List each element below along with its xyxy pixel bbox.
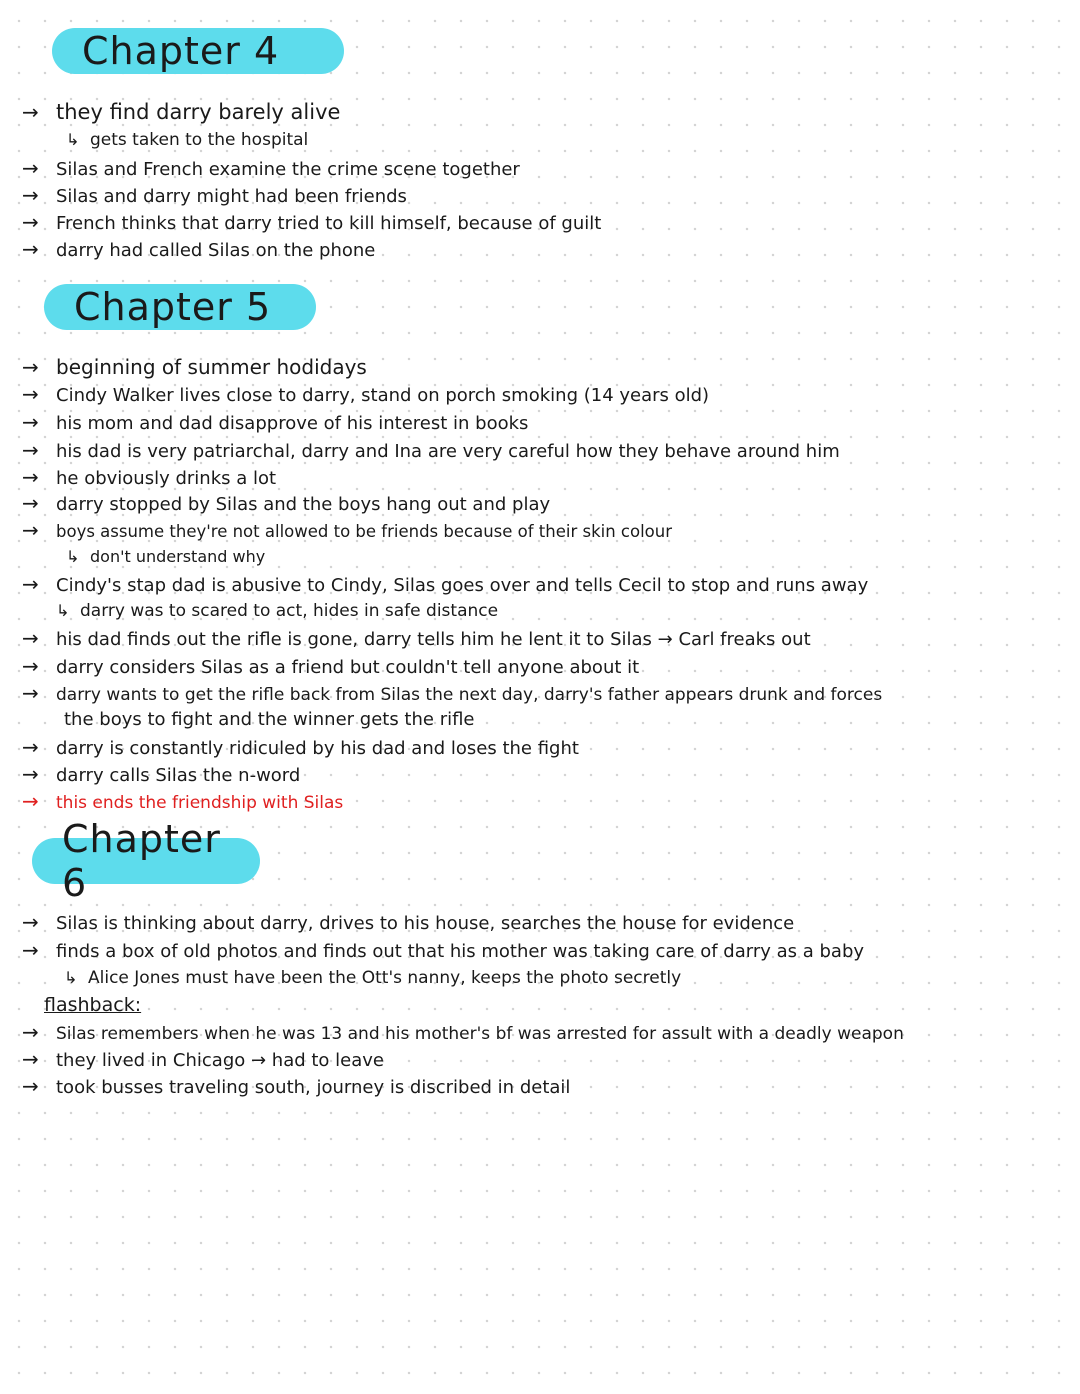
note-line: → darry wants to get the rifle back from Silas the next day, darry's father appears drunk and forces: [22, 681, 883, 705]
hook-arrow-icon: ↳: [56, 601, 70, 620]
right-arrow-icon: →: [22, 438, 39, 462]
right-arrow-icon: →: [22, 355, 39, 379]
right-arrow-icon: →: [22, 1047, 39, 1071]
right-arrow-icon: →: [22, 518, 39, 542]
note-subline: ↳ gets taken to the hospital: [66, 130, 309, 150]
chapter-6-title: Chapter 6: [62, 817, 221, 905]
note-line: → darry is constantly ridiculed by his dad and loses the fight: [22, 735, 579, 759]
note-line: → Cindy's stap dad is abusive to Cindy, Silas goes over and tells Cecil to stop and runs away: [22, 572, 869, 596]
note-line: → they find darry barely alive: [22, 100, 341, 124]
note-line: → darry had called Silas on the phone: [22, 237, 376, 261]
right-arrow-icon: →: [22, 735, 39, 759]
note-line: → he obviously drinks a lot: [22, 465, 277, 489]
note-line: → Silas and French examine the crime scene together: [22, 156, 520, 180]
right-arrow-icon: →: [22, 789, 39, 813]
note-line: → Silas and darry might had been friends: [22, 183, 407, 207]
chapter-6-heading: [32, 817, 260, 905]
right-arrow-icon: →: [22, 910, 39, 934]
right-arrow-icon: →: [22, 1074, 39, 1098]
note-line: → Cindy Walker lives close to darry, stand on porch smoking (14 years old): [22, 382, 710, 406]
right-arrow-icon: →: [22, 156, 39, 180]
note-line: → his dad finds out the rifle is gone, darry tells him he lent it to Silas → Carl freaks out: [22, 626, 811, 650]
right-arrow-icon: →: [22, 410, 39, 434]
note-subline: ↳ darry was to scared to act, hides in safe distance: [56, 601, 499, 621]
note-line-continued: the boys to fight and the winner gets the rifle: [64, 709, 475, 730]
right-arrow-icon: →: [22, 938, 39, 962]
note-line: → darry considers Silas as a friend but couldn't tell anyone about it: [22, 654, 640, 678]
note-line: → darry calls Silas the n-word: [22, 762, 301, 786]
right-arrow-icon: →: [22, 626, 39, 650]
note-line: → darry stopped by Silas and the boys hang out and play: [22, 491, 551, 515]
right-arrow-icon: →: [22, 681, 39, 705]
note-line: → they lived in Chicago → had to leave: [22, 1047, 384, 1071]
note-line: → his mom and dad disapprove of his interest in books: [22, 410, 529, 434]
right-arrow-icon: →: [22, 654, 39, 678]
note-subline: ↳ Alice Jones must have been the Ott's nanny, keeps the photo secretly: [64, 968, 682, 988]
note-subline: ↳ don't understand why: [66, 545, 265, 569]
note-line: → French thinks that darry tried to kill himself, because of guilt: [22, 210, 602, 234]
right-arrow-icon: →: [22, 100, 39, 124]
chapter-5-title: Chapter 5: [74, 285, 272, 329]
right-arrow-icon: →: [22, 237, 39, 261]
right-arrow-icon: →: [22, 491, 39, 515]
note-line: → beginning of summer hodidays: [22, 355, 367, 379]
right-arrow-icon: →: [22, 572, 39, 596]
hook-arrow-icon: ↳: [66, 547, 80, 566]
right-arrow-icon: →: [22, 465, 39, 489]
note-line: → finds a box of old photos and finds out that his mother was taking care of darry as a baby: [22, 938, 865, 962]
note-line: → took busses traveling south, journey is discribed in detail: [22, 1074, 571, 1098]
chapter-4-title: Chapter 4: [82, 29, 280, 73]
note-line: → boys assume they're not allowed to be friends because of their skin colour: [22, 518, 673, 542]
note-line-highlight: → this ends the friendship with Silas: [22, 789, 344, 813]
right-arrow-icon: →: [22, 1020, 39, 1044]
right-arrow-icon: →: [22, 382, 39, 406]
flashback-label: flashback:: [44, 994, 142, 1016]
chapter-4-heading: [52, 28, 344, 74]
note-line: → Silas remembers when he was 13 and his mother's bf was arrested for assult with a deadly weapon: [22, 1020, 904, 1044]
right-arrow-icon: →: [22, 183, 39, 207]
right-arrow-icon: →: [22, 762, 39, 786]
note-line: → Silas is thinking about darry, drives to his house, searches the house for evidence: [22, 910, 795, 934]
hook-arrow-icon: ↳: [64, 968, 78, 987]
chapter-5-heading: [44, 284, 316, 330]
right-arrow-icon: →: [22, 210, 39, 234]
note-line: → his dad is very patriarchal, darry and Ina are very careful how they behave around him: [22, 438, 840, 462]
hook-arrow-icon: ↳: [66, 130, 80, 149]
